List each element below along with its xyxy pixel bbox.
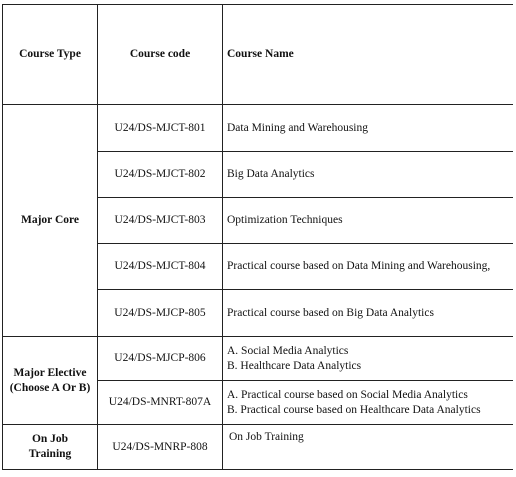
course-name-cell: Practical course based on Big Data Analytics <box>223 290 513 337</box>
header-course-type: Course Type <box>3 5 98 105</box>
course-code-cell: U24/DS-MJCT-802 <box>98 152 223 198</box>
course-table <box>2 4 513 470</box>
course-code-cell: U24/DS-MJCT-801 <box>98 105 223 152</box>
group-on-job-line2: Training <box>28 448 72 460</box>
course-option-a: A. Social Media Analytics <box>227 344 349 357</box>
course-code-cell: U24/DS-MJCP-806 <box>98 337 223 381</box>
course-option-b: B. Healthcare Data Analytics <box>227 359 362 372</box>
course-name-cell: Practical course based on Data Mining and Warehousing, <box>223 244 513 290</box>
course-option-b: B. Practical course based on Healthcare Data Analytics <box>227 403 481 416</box>
course-option-a: A. Practical course based on Social Media Analytics <box>227 388 468 401</box>
course-name-cell: Optimization Techniques <box>223 198 513 244</box>
course-code-cell: U24/DS-MJCP-805 <box>98 290 223 337</box>
course-code-cell: U24/DS-MNRP-808 <box>98 425 223 470</box>
course-name-cell <box>223 381 513 425</box>
group-major-elective-line1: Major Elective <box>13 366 87 379</box>
course-code-cell: U24/DS-MJCT-804 <box>98 244 223 290</box>
course-name-cell: Data Mining and Warehousing <box>223 105 513 152</box>
group-major-core: Major Core <box>3 105 98 337</box>
group-major-elective <box>3 337 98 425</box>
header-row <box>3 5 513 105</box>
group-major-elective-line2: (Choose A Or B) <box>9 381 91 394</box>
header-course-code: Course code <box>98 5 223 105</box>
group-on-job-line1: On Job <box>31 433 69 445</box>
course-code-cell: U24/DS-MJCT-803 <box>98 198 223 244</box>
table-row <box>3 425 513 470</box>
course-name-cell <box>223 337 513 381</box>
table-row <box>3 337 513 381</box>
group-on-job-training <box>3 425 98 470</box>
header-course-name: Course Name <box>223 5 513 105</box>
course-name-cell: On Job Training <box>223 425 513 470</box>
table-row <box>3 105 513 152</box>
course-code-cell: U24/DS-MNRT-807A <box>98 381 223 425</box>
course-name-cell: Big Data Analytics <box>223 152 513 198</box>
